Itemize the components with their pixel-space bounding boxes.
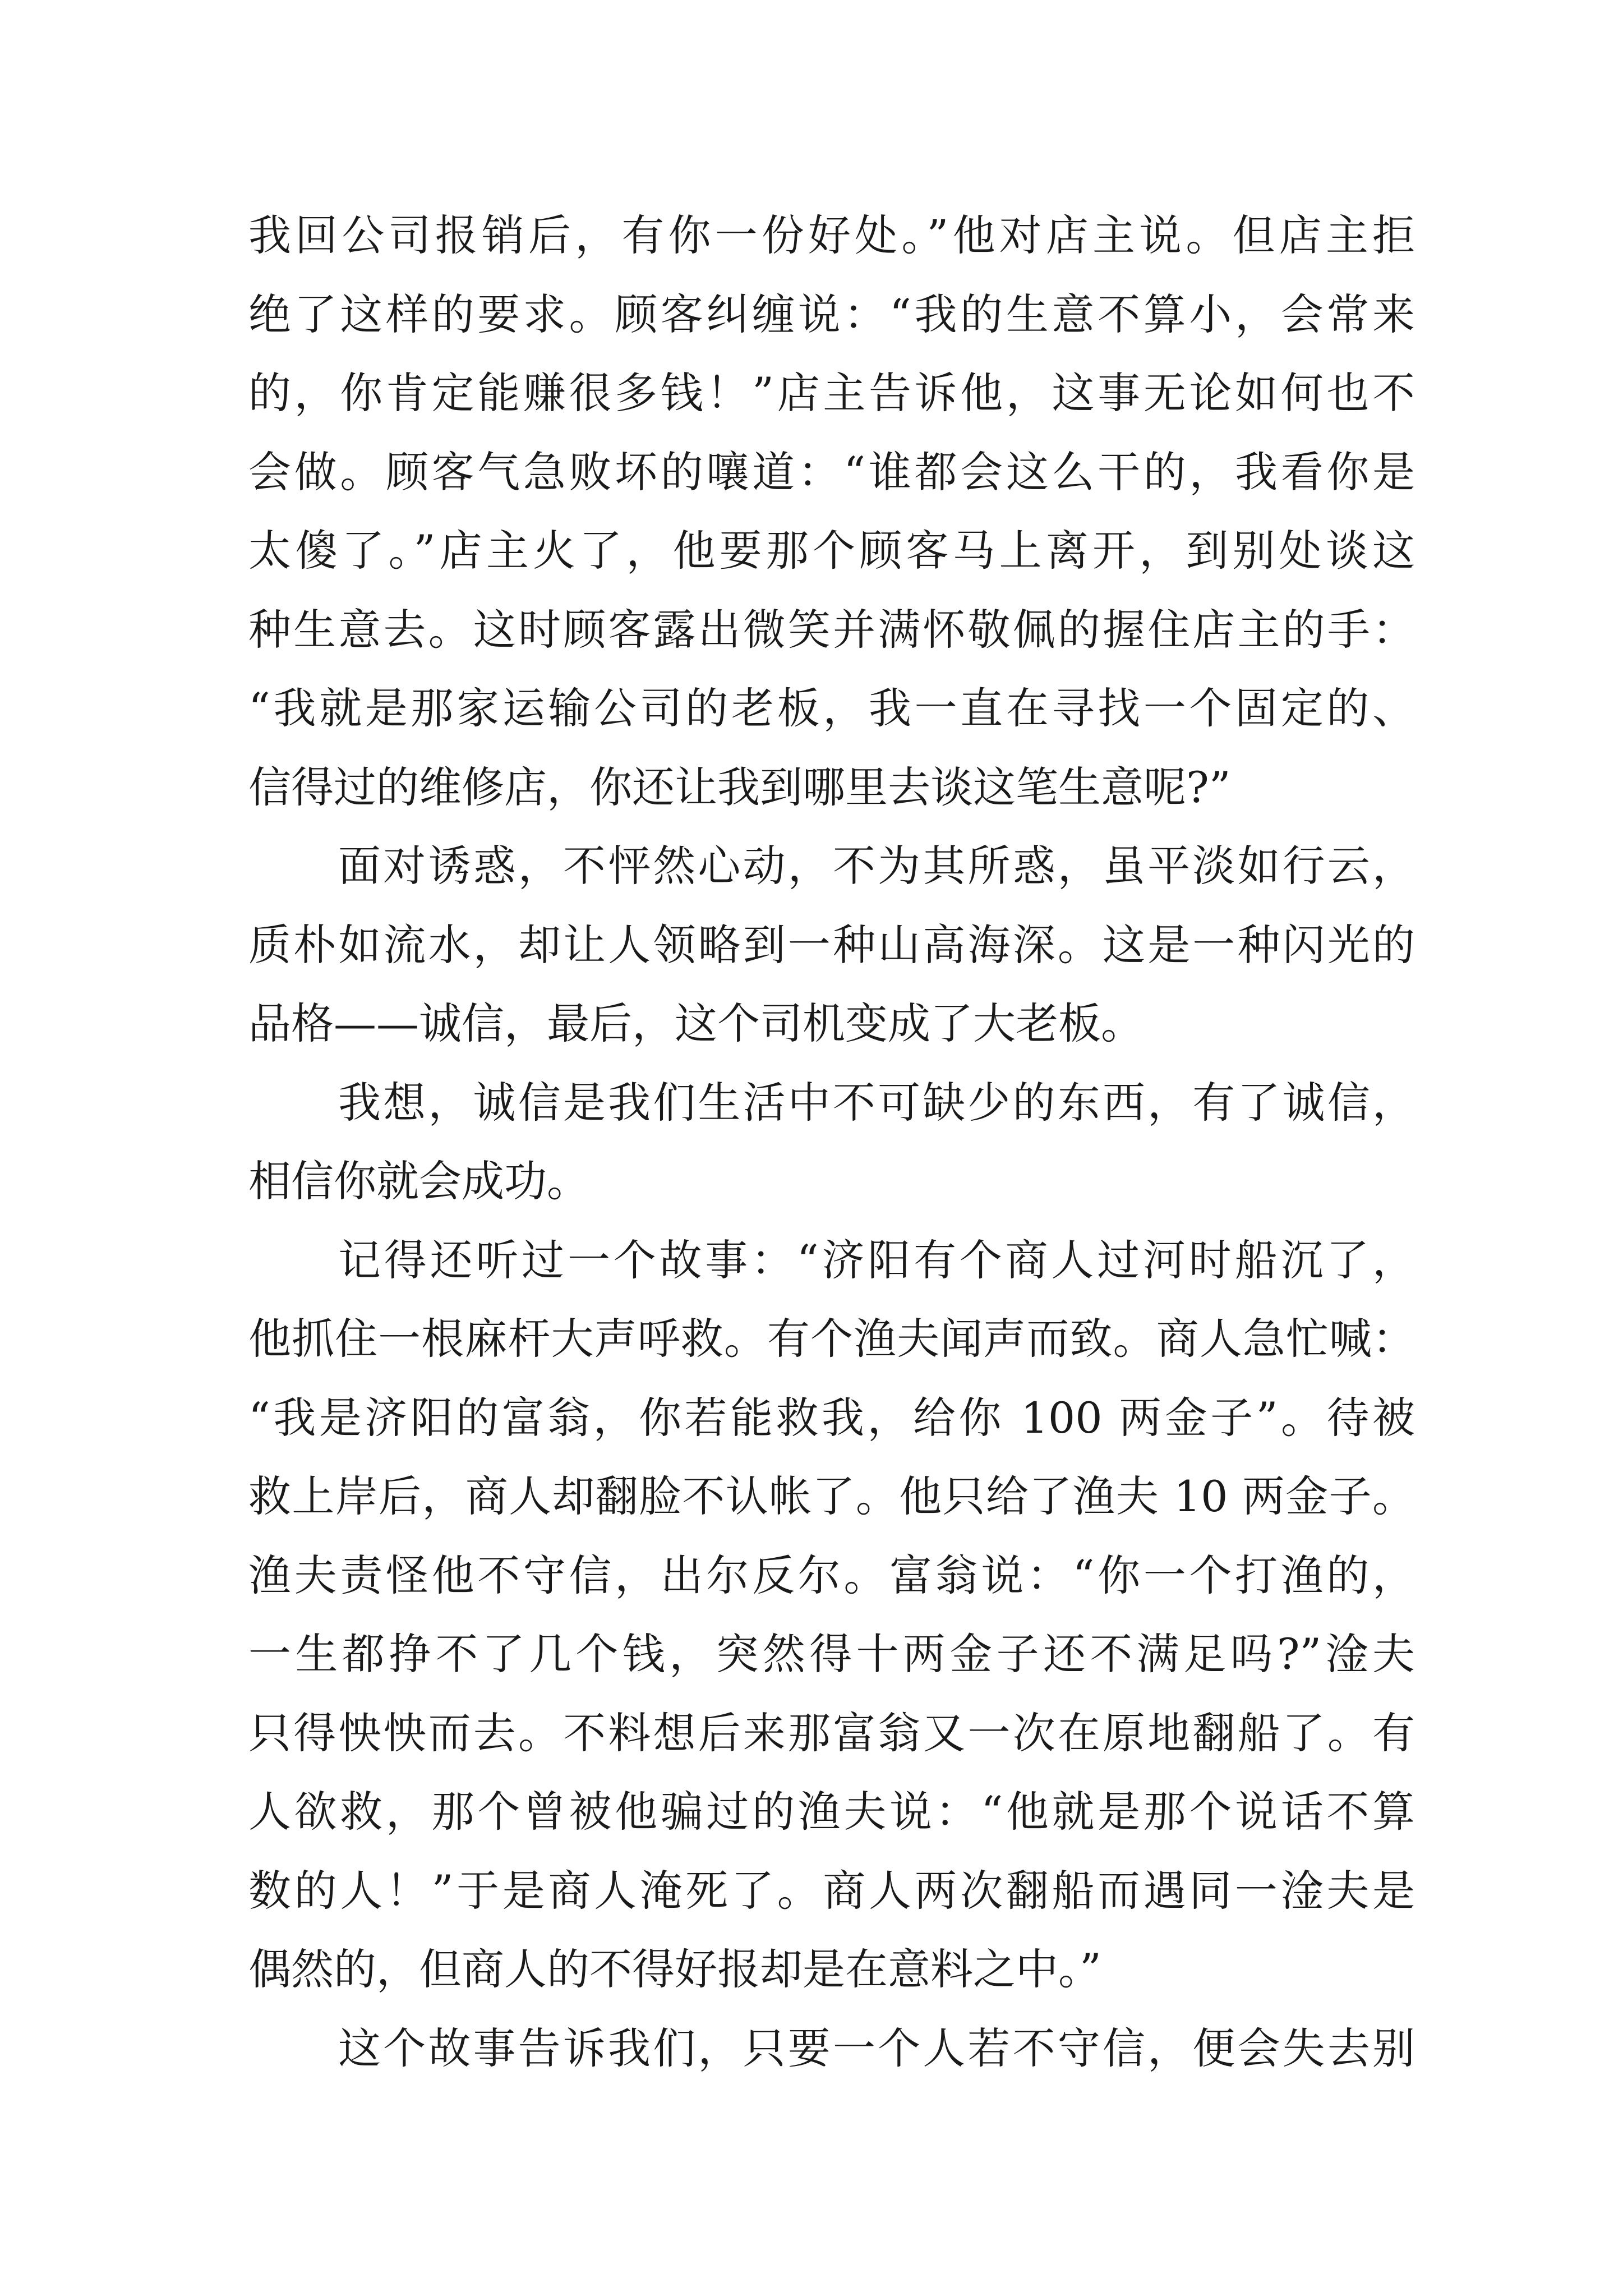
text-line: 绝了这样的要求。顾客纠缠说：“我的生意不算小，会常来 bbox=[248, 289, 1415, 339]
text-line: 面对诱惑，不怦然心动，不为其所惑，虽平淡如行云， bbox=[338, 841, 1415, 891]
text-line: 人欲救，那个曾被他骗过的渔夫说：“他就是那个说话不算 bbox=[248, 1787, 1415, 1837]
text-line: 偶然的，但商人的不得好报却是在意料之中。” bbox=[248, 1944, 1101, 1994]
text-line: 会做。顾客气急败坏的嚷道：“谁都会这么干的，我看你是 bbox=[248, 447, 1415, 497]
text-line: 一生都挣不了几个钱，突然得十两金子还不满足吗?”淦夫 bbox=[248, 1629, 1415, 1679]
text-line: 记得还听过一个故事：“济阳有个商人过河时船沉了， bbox=[338, 1235, 1415, 1285]
text-line: 数的人！”于是商人淹死了。商人两次翻船而遇同一淦夫是 bbox=[248, 1865, 1415, 1916]
text-line: 他抓住一根麻杆大声呼救。有个渔夫闻声而致。商人急忙喊： bbox=[248, 1314, 1415, 1364]
text-line: 信得过的维修店，你还让我到哪里去谈这笔生意呢?” bbox=[248, 762, 1231, 812]
text-line: 这个故事告诉我们，只要一个人若不守信，便会失去别 bbox=[338, 2023, 1415, 2073]
text-line: 相信你就会成功。 bbox=[248, 1156, 589, 1206]
text-line: 我回公司报销后，有你一份好处。”他对店主说。但店主拒 bbox=[248, 210, 1415, 260]
text-line: 渔夫责怪他不守信，出尔反尔。富翁说：“你一个打渔的， bbox=[248, 1550, 1415, 1600]
text-line: “我就是那家运输公司的老板，我一直在寻找一个固定的、 bbox=[248, 683, 1415, 733]
text-line: 我想，诚信是我们生活中不可缺少的东西，有了诚信， bbox=[338, 1077, 1415, 1128]
text-line: 只得怏怏而去。不料想后来那富翁又一次在原地翻船了。有 bbox=[248, 1708, 1415, 1758]
text-line: 太傻了。”店主火了，他要那个顾客马上离开，到别处谈这 bbox=[248, 526, 1415, 576]
text-line: 种生意去。这时顾客露出微笑并满怀敬佩的握住店主的手： bbox=[248, 604, 1415, 655]
text-line: 质朴如流水，却让人领略到一种山高海深。这是一种闪光的 bbox=[248, 919, 1415, 970]
text-line: 救上岸后，商人却翻脸不认帐了。他只给了渔夫 10 两金子。 bbox=[248, 1471, 1415, 1521]
text-line: 品格——诚信，最后，这个司机变成了大老板。 bbox=[248, 999, 1144, 1048]
text-line: “我是济阳的富翁，你若能救我，给你 100 两金子”。待被 bbox=[248, 1392, 1415, 1443]
body-text bbox=[248, 196, 1415, 2088]
text-line: 的，你肯定能赚很多钱！”店主告诉他，这事无论如何也不 bbox=[248, 368, 1415, 418]
